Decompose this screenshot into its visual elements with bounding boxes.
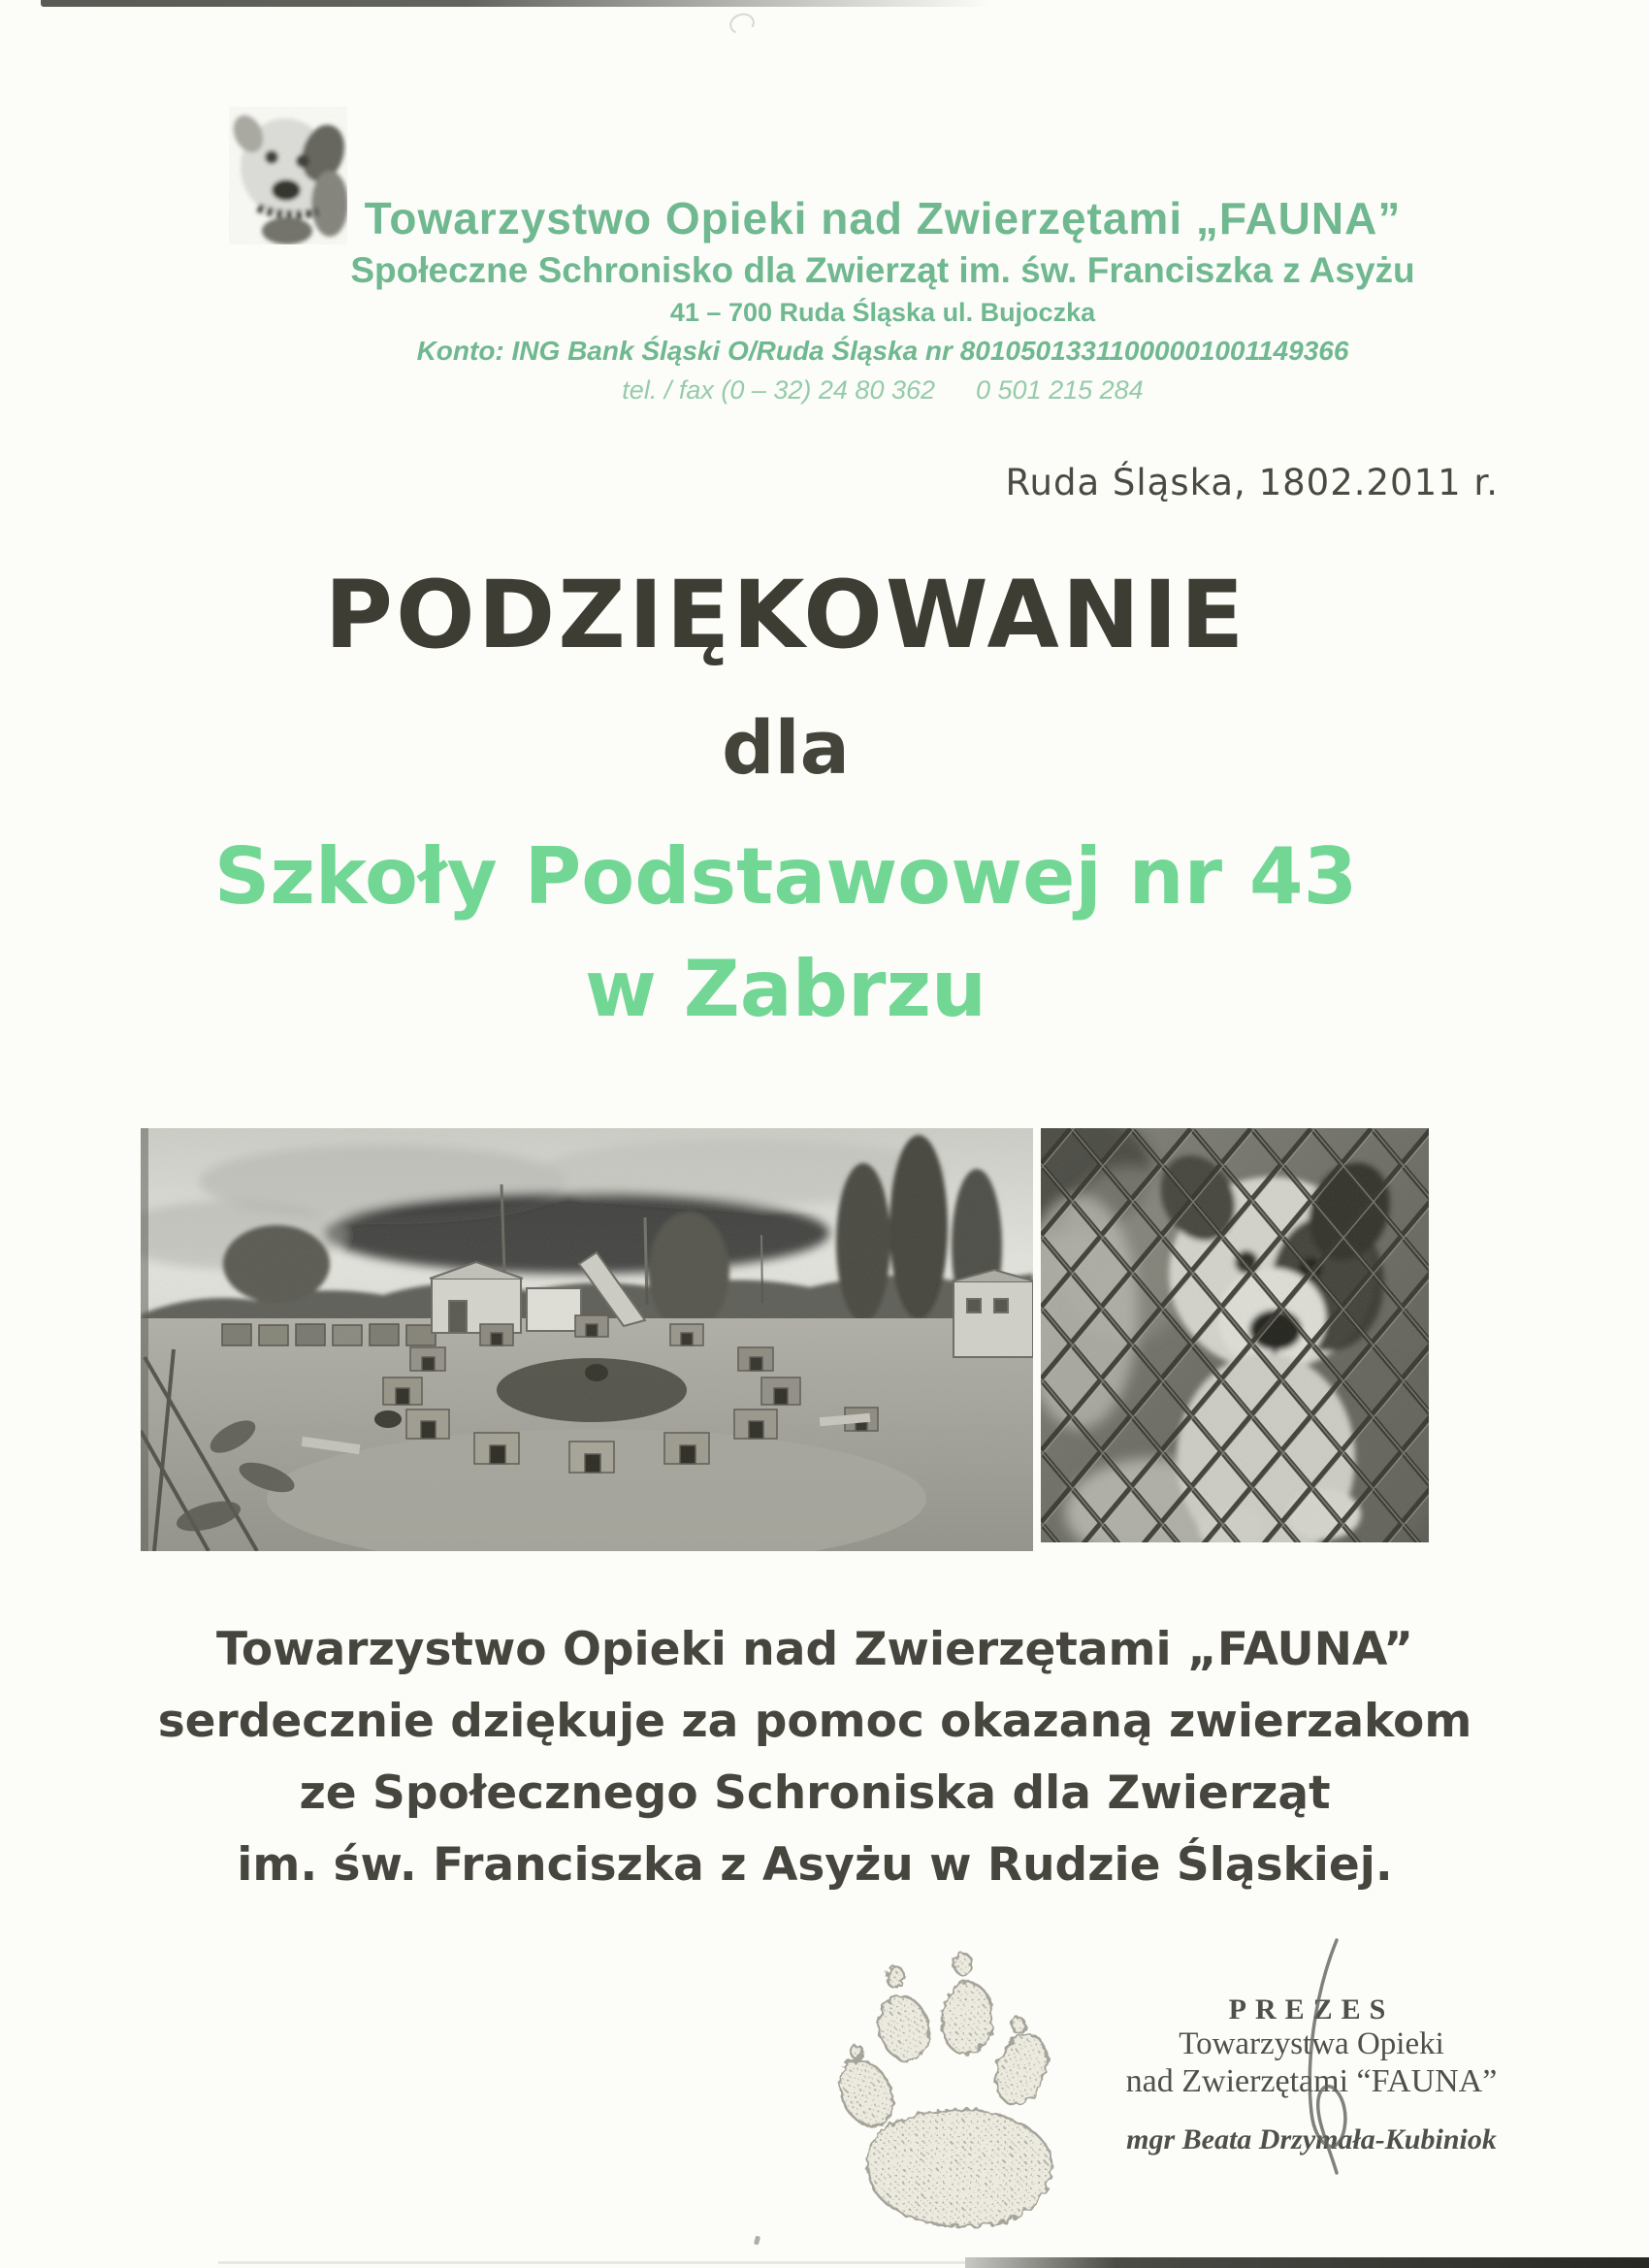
bank-account-line: Konto: ING Bank Śląski O/Ruda Śląska nr 80105013311000001001149366 [416,336,1349,366]
body-line-3: ze Społecznego Schroniska dla Zwierząt [299,1766,1331,1820]
body-line-1: Towarzystwo Opieki nad Zwierzętami „FAUNA” [216,1623,1413,1676]
body-line-2: serdecznie dziękuje za pomoc okazaną zwierzakom [157,1695,1472,1748]
letterhead [116,190,1649,409]
scan-edge-artifact-bottom [965,2257,1649,2268]
title-preposition: dla [722,704,850,791]
signer-org-line2: nad Zwierzętami “FAUNA” [1125,2063,1498,2099]
phone-mobile: 0 501 215 284 [976,375,1144,405]
phone-line [116,371,1649,409]
recipient-line-1: Szkoły Podstawowej nr 43 [213,831,1358,922]
signature-stroke-image [1282,1936,1358,2177]
scan-edge-artifact-bottom-faint [218,2261,965,2264]
body-line-4: im. św. Franciszka z Asyżu w Rudzie Śląskiej. [237,1838,1393,1892]
signer-role: PREZES [1228,1993,1395,2025]
date-line: Ruda Śląska, 1802.2011 r. [1005,462,1499,503]
organization-address: 41 – 700 Ruda Śląska ul. Bujoczka [669,298,1096,327]
dog-behind-fence-photo-image [1041,1128,1429,1542]
organization-subtitle: Społeczne Schronisko dla Zwierząt im. św. Franciszka z Asyżu [350,250,1415,290]
recipient-name [0,821,1571,1046]
scan-smudge-artifact [727,10,757,37]
dog-behind-fence-photo [1041,1128,1429,1542]
signer-name: mgr Beata Drzymała-Kubiniok [1126,2123,1497,2155]
scan-edge-artifact-top [41,0,991,7]
organization-name: Towarzystwo Opieki nad Zwierzętami „FAUNA” [364,193,1402,243]
shelter-yard-photo-image [141,1128,1033,1551]
phone-fax: tel. / fax (0 – 32) 24 80 362 [622,375,936,405]
thank-you-paragraph [87,1614,1542,1901]
paw-print-stamp-image [820,1928,1111,2244]
signer-org-line1: Towarzystwa Opieki [1179,2026,1444,2061]
scan-speck-artifact [754,2236,760,2246]
certificate-title: PODZIĘKOWANIE [324,561,1247,669]
shelter-yard-photo [141,1128,1033,1551]
paw-print-stamp [820,1928,1111,2244]
recipient-line-2: w Zabrzu [585,944,986,1034]
handwritten-signature [1282,1936,1358,2177]
